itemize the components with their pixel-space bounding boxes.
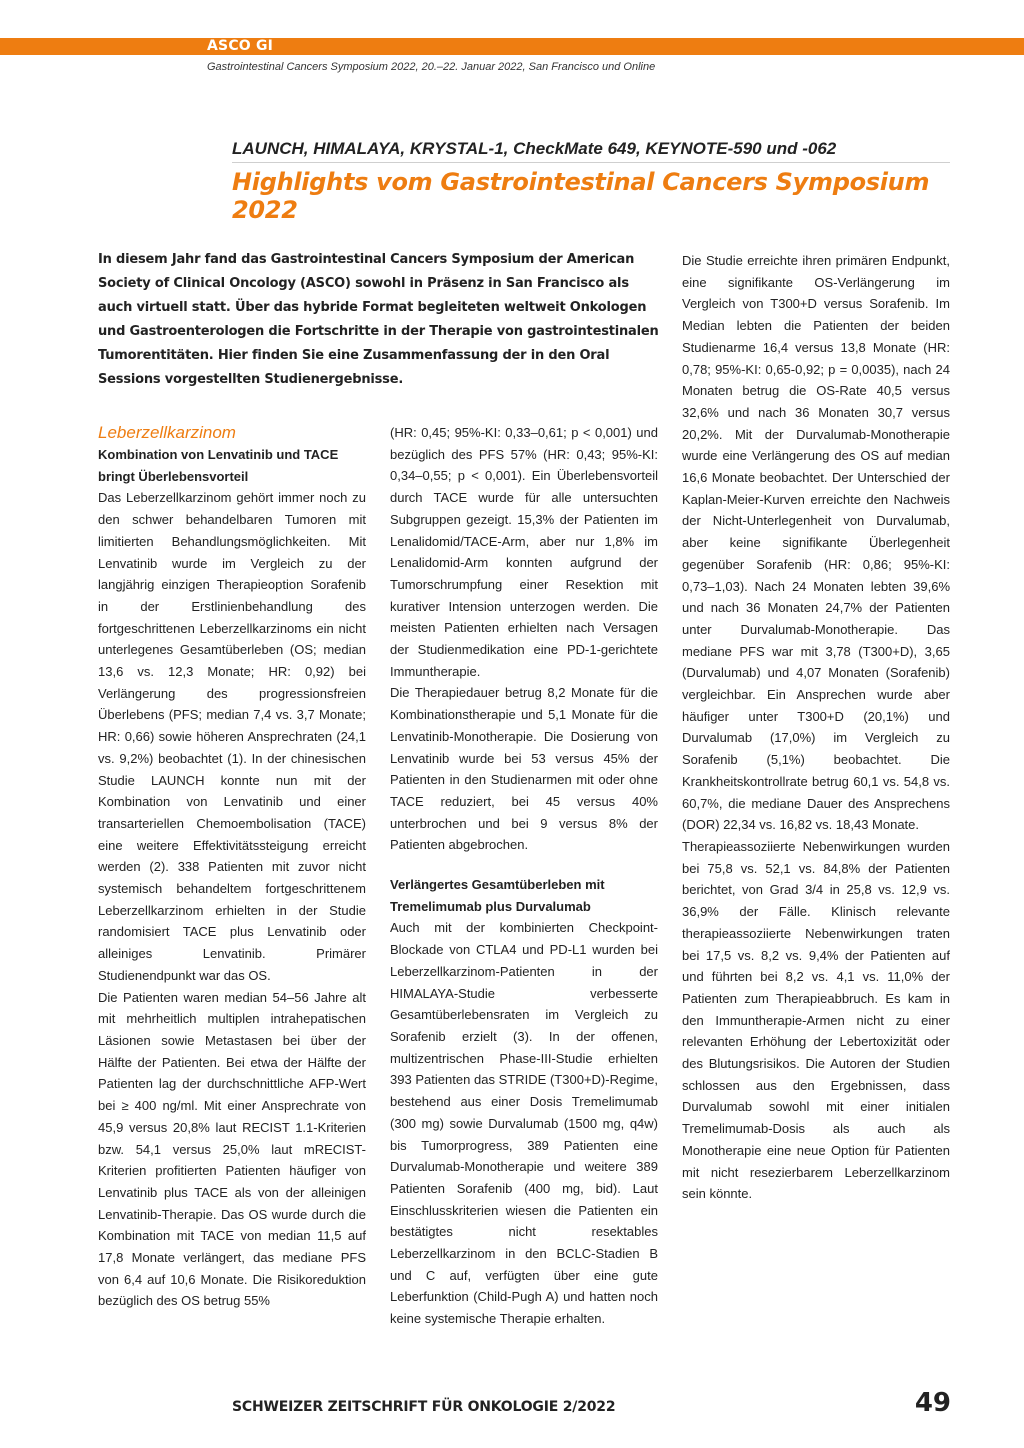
paragraph: Therapieassoziierte Nebenwirkungen wurden bei 75,8 vs. 52,1 vs. 84,8% der Patienten berichtet, von Grad 3/4 in 25,8 vs. 12,9 vs. 36,9% der Fälle. Klinisch relevante therapieassoziierte Nebenwirkungen traten bei 17,5 vs. 8,2 vs. 9,4% der Patienten auf und führten bei 8,2 vs. 4,1 vs. 11,0% der Patienten zum Therapieabbruch. Es kam in den Immuntherapie-Armen nicht zu einer relevanten Erhöhung der Lebertoxizität oder des Blutungsrisikos. Die Autoren der Studien schlossen aus den Ergebnissen, dass Durvalumab sowohl mit einer initialen Tremelimumab-Dosis als auch als Monotherapie eine neue Option für Patienten mit nicht resezierbarem Leberzellkarzinom sein könnte. — [682, 838, 950, 1202]
footer-journal: SCHWEIZER ZEITSCHRIFT FÜR ONKOLOGIE 2/2022 — [232, 1399, 616, 1415]
column-1 — [98, 422, 366, 1312]
section-label: ASCO GI — [207, 38, 274, 54]
article-title: Highlights vom Gastrointestinal Cancers Symposium 2022 — [232, 168, 930, 224]
lead-paragraph: In diesem Jahr fand das Gastrointestinal Cancers Symposium der American Society of Clinical Oncology (ASCO) sowohl in Präsenz in San Francisco als auch virtuell statt. Über das hybride Format begleiteten weltweit Onkologen und Gastroenterologen die Fortschritte in der Therapie von gastrointestinalen Tumorentitäten. Hier finden Sie eine Zusammenfassung der in den Oral Sessions vorgestellten Studienergebnisse. — [98, 252, 659, 387]
paragraph: Die Studie erreichte ihren primären Endpunkt, eine signifikante OS-Verlängerung im Vergleich von T300+D versus Sorafenib. Im Median lebten die Patienten der beiden Studienarme 16,4 versus 13,8 Monate (HR: 0,78; 95%-KI: 0,65-0,92; p = 0,0035), nach 24 Monaten betrug die OS-Rate 40,5 versus 32,6% und nach 36 Monaten 30,7 versus 20,2%. Mit der Durvalumab-Monotherapie wurde eine Verlängerung des OS auf median 16,6 Monate beobachtet. Der Unterschied der Kaplan-Meier-Kurven erreichte den Nachweis der Nicht-Unterlegenheit von Durvalumab, aber keine signifikante Überlegenheit gegenüber Sorafenib (HR: 0,86; 95%-KI: 0,73–1,03). Nach 24 Monaten lebten 39,6% und nach 36 Monaten 24,7% der Patienten unter Durvalumab-Monotherapie. Das mediane PFS war mit 3,78 (T300+D), 3,65 (Durvalumab) und 4,07 Monaten (Sorafenib) vergleichbar. Ein Ansprechen wurde aber häufiger unter T300+D (20,1%) und Durvalumab (17,0%) im Vergleich zu Sorafenib (5,1%) beobachtet. Die Krankheitskontrollrate betrug 60,1 vs. 54,8 vs. 60,7%, die mediane Dauer des Ansprechens (DOR) 22,34 vs. 16,82 vs. 18,43 Monate. — [682, 253, 950, 833]
paragraph: Die Patienten waren median 54–56 Jahre alt mit mehrheitlich multiplen intrahepatischen Läsionen sowie Metastasen bei über der Hälfte der Patienten. Bei etwa der Hälfte der Patienten lag der durchschnittliche AFP-Wert bei ≥ 400 ng/ml. Mit einer Ansprechrate von 45,9 versus 20,8% laut RECIST 1.1-Kriterien bzw. 54,1 versus 25,0% laut mRECIST-Kriterien profitierten Patienten häufiger von Lenvatinib plus TACE als von der alleinigen Lenvatinib-Therapie. Das OS wurde durch die Kombination mit TACE von median 11,5 auf 17,8 Monate verlängert, das mediane PFS von 6,4 auf 10,6 Monate. Die Risikoreduktion bezüglich des OS betrug 55% — [98, 989, 366, 1309]
column-3 — [682, 250, 950, 1205]
paragraph: Das Leberzellkarzinom gehört immer noch zu den schwer behandelbaren Tumoren mit limitierten Behandlungsmöglichkeiten. Mit Lenvatinib wurde im Vergleich zu der langjährig einzigen Therapieoption Sorafenib in der Erstlinienbehandlung des fortgeschrittenen Leberzellkarzinoms ein nicht unterlegenes Gesamtüberleben (OS; median 13,6 vs. 12,3 Monate; HR: 0,92) bei Verlängerung des progressionsfreien Überlebens (PFS; median 7,4 vs. 3,7 Monate; HR: 0,66) sowie höheren Ansprechraten (24,1 vs. 9,2%) beobachtet (1). In der chinesischen Studie LAUNCH konnte nun mit der Kombination von Lenvatinib und einer transarteriellen Chemoembolisation (TACE) eine weitere Effektivitätssteigung erreicht werden (2). 338 Patienten mit zuvor nicht systemisch behandeltem fortgeschrittenem Leberzellkarzinom erhielten in der Studie randomisiert TACE plus Lenvatinib oder alleiniges Lenvatinib. Primärer Studienendpunkt war das OS. — [98, 490, 366, 983]
subheading-lenvatinib-tace: Kombination von Lenvatinib und TACE bringt Überlebensvorteil — [98, 447, 339, 484]
paragraph: (HR: 0,45; 95%-KI: 0,33–0,61; p < 0,001) und bezüglich des PFS 57% (HR: 0,43; 95%-KI: 0,34–0,55; p < 0,001). Ein Überlebensvorteil durch TACE wurde für alle untersuchten Subgruppen gezeigt. 15,3% der Patienten im Lenalidomid/TACE-Arm, aber nur 1,8% im Lenalidomid-Arm konnten aufgrund der Tumorschrumpfung einer Resektion mit kurativer Intension unterzogen werden. Die meisten Patienten erhielten nach Versagen der Studienmedikation eine PD-1-gerichtete Immuntherapie. — [390, 425, 658, 679]
subheading-tremelimumab-durvalumab: Verlängertes Gesamtüberleben mit Tremelimumab plus Durvalumab — [390, 877, 605, 914]
section-heading: Leberzellkarzinom — [98, 423, 236, 442]
page-number: 49 — [914, 1388, 951, 1418]
paragraph: Auch mit der kombinierten Checkpoint-Blockade von CTLA4 und PD-L1 wurden bei Leberzellkarzinom-Patienten in der HIMALAYA-Studie verbesserte Gesamtüberlebensraten im Vergleich zu Sorafenib erzielt (3). In der offenen, multizentrischen Phase-III-Studie erhielten 393 Patienten das STRIDE (T300+D)-Regime, bestehend aus einer Dosis Tremelimumab (300 mg) sowie Durvalumab (1500 mg, q4w) bis Tumorprogress, 389 Patienten eine Durvalumab-Monotherapie und weitere 389 Patienten Sorafenib (400 mg, bid). Laut Einschlusskriterien wiesen die Patienten ein bestätigtes nicht resektables Leberzellkarzinom in den BCLC-Stadien B und C auf, verfügten über eine gute Leberfunktion (Child-Pugh A) und hatten noch keine systemische Therapie erhalten. — [390, 920, 658, 1327]
header-accent-bar — [0, 38, 1024, 55]
article-supertitle: LAUNCH, HIMALAYA, KRYSTAL-1, CheckMate 649, KEYNOTE-590 und -062 — [232, 139, 950, 163]
conference-line: Gastrointestinal Cancers Symposium 2022, 20.–22. Januar 2022, San Francisco und Online — [207, 61, 656, 73]
column-2 — [390, 422, 658, 1330]
paragraph: Die Therapiedauer betrug 8,2 Monate für die Kombinationstherapie und 5,1 Monate für die Lenvatinib-Monotherapie. Die Dosierung von Lenvatinib wurde bei 53 versus 45% der Patienten in den Studienarmen mit oder ohne TACE reduziert, bei 45 versus 40% unterbrochen und bei 9 versus 8% der Patienten abgebrochen. — [390, 685, 658, 853]
article-lead — [98, 248, 660, 392]
